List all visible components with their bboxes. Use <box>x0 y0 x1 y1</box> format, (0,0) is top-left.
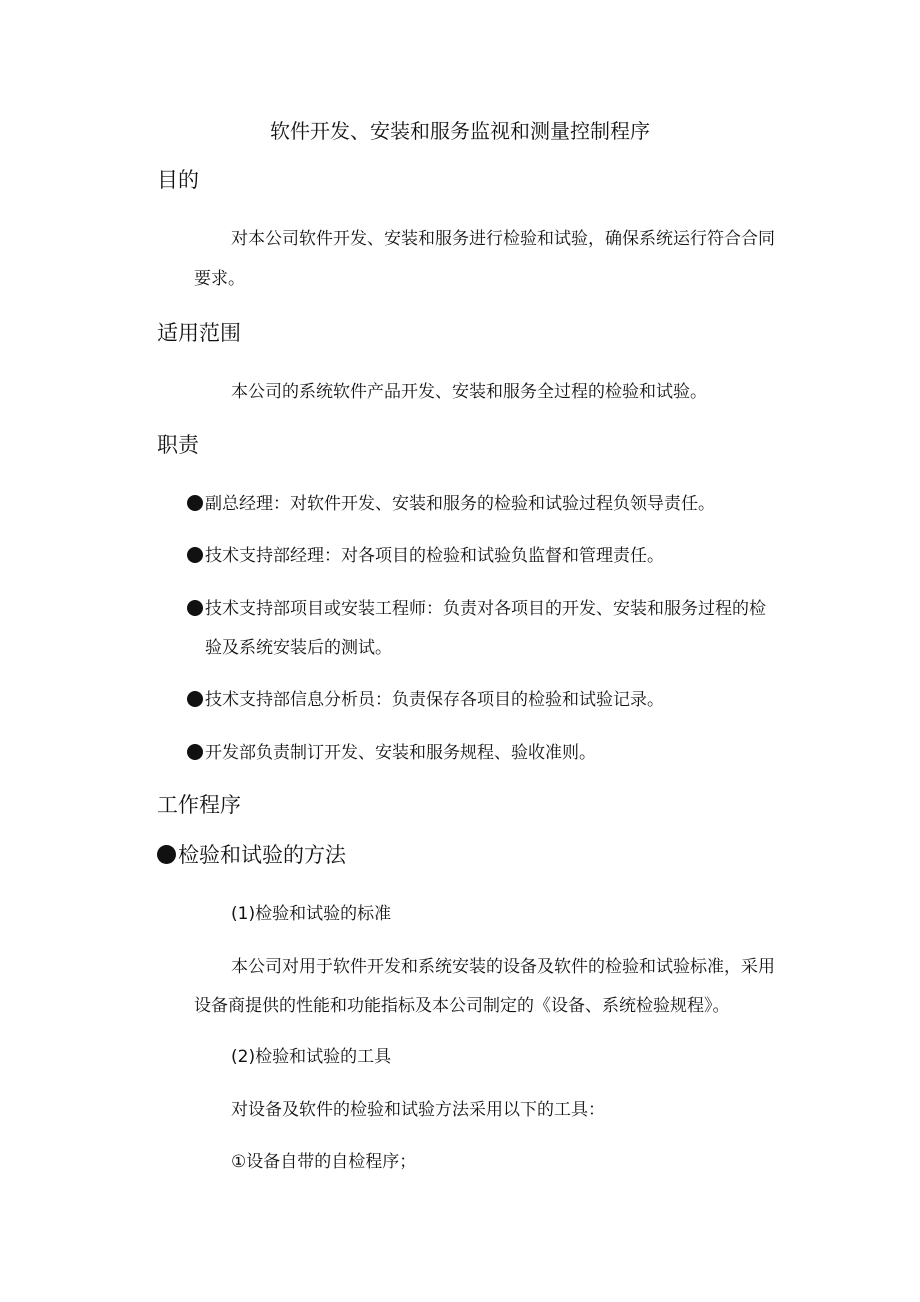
tools-item-1: ①设备自带的自检程序； <box>231 1152 417 1172</box>
standard-text-line1: 本公司对用于软件开发和系统安装的设备及软件的检验和试验标准，采用 <box>231 957 775 977</box>
standard-title: (1)检验和试验的标准 <box>231 904 392 924</box>
responsibility-item-text: 开发部负责制订开发、安装和服务规程、验收准则。 <box>205 743 596 763</box>
procedure-subheading <box>157 845 346 866</box>
bullet-icon <box>187 495 203 511</box>
tools-intro: 对设备及软件的检验和试验方法采用以下的工具： <box>231 1100 605 1120</box>
responsibility-item-text: 技术支持部信息分析员：负责保存各项目的检验和试验记录。 <box>205 690 664 710</box>
responsibility-item <box>187 691 664 709</box>
responsibility-item <box>187 744 596 762</box>
bullet-icon <box>187 691 203 707</box>
responsibility-item-text: 副总经理：对软件开发、安装和服务的检验和试验过程负领导责任。 <box>205 494 715 514</box>
scope-text: 本公司的系统软件产品开发、安装和服务全过程的检验和试验。 <box>231 382 707 402</box>
responsibility-item-continuation: 验及系统安装后的测试。 <box>205 638 392 658</box>
purpose-text-line2: 要求。 <box>194 269 245 289</box>
purpose-text-line1: 对本公司软件开发、安装和服务进行检验和试验，确保系统运行符合合同 <box>231 229 775 249</box>
standard-text-line2: 设备商提供的性能和功能指标及本公司制定的《设备、系统检验规程》。 <box>194 996 730 1016</box>
responsibility-item <box>187 547 664 565</box>
page-title: 软件开发、安装和服务监视和测量控制程序 <box>270 119 650 143</box>
bullet-icon <box>157 845 176 864</box>
bullet-icon <box>187 744 203 760</box>
section-heading-procedure: 工作程序 <box>157 793 241 817</box>
bullet-icon <box>187 600 203 616</box>
section-heading-scope: 适用范围 <box>157 321 241 345</box>
section-heading-purpose: 目的 <box>157 168 199 192</box>
section-heading-responsibilities: 职责 <box>157 433 199 457</box>
responsibility-item-text: 技术支持部项目或安装工程师：负责对各项目的开发、安装和服务过程的检 <box>205 599 766 619</box>
tools-title: (2)检验和试验的工具 <box>231 1047 392 1067</box>
bullet-icon <box>187 547 203 563</box>
procedure-subheading-text: 检验和试验的方法 <box>178 843 346 867</box>
responsibility-item <box>187 495 715 513</box>
responsibility-item <box>187 600 766 618</box>
responsibility-item-text: 技术支持部经理：对各项目的检验和试验负监督和管理责任。 <box>205 546 664 566</box>
